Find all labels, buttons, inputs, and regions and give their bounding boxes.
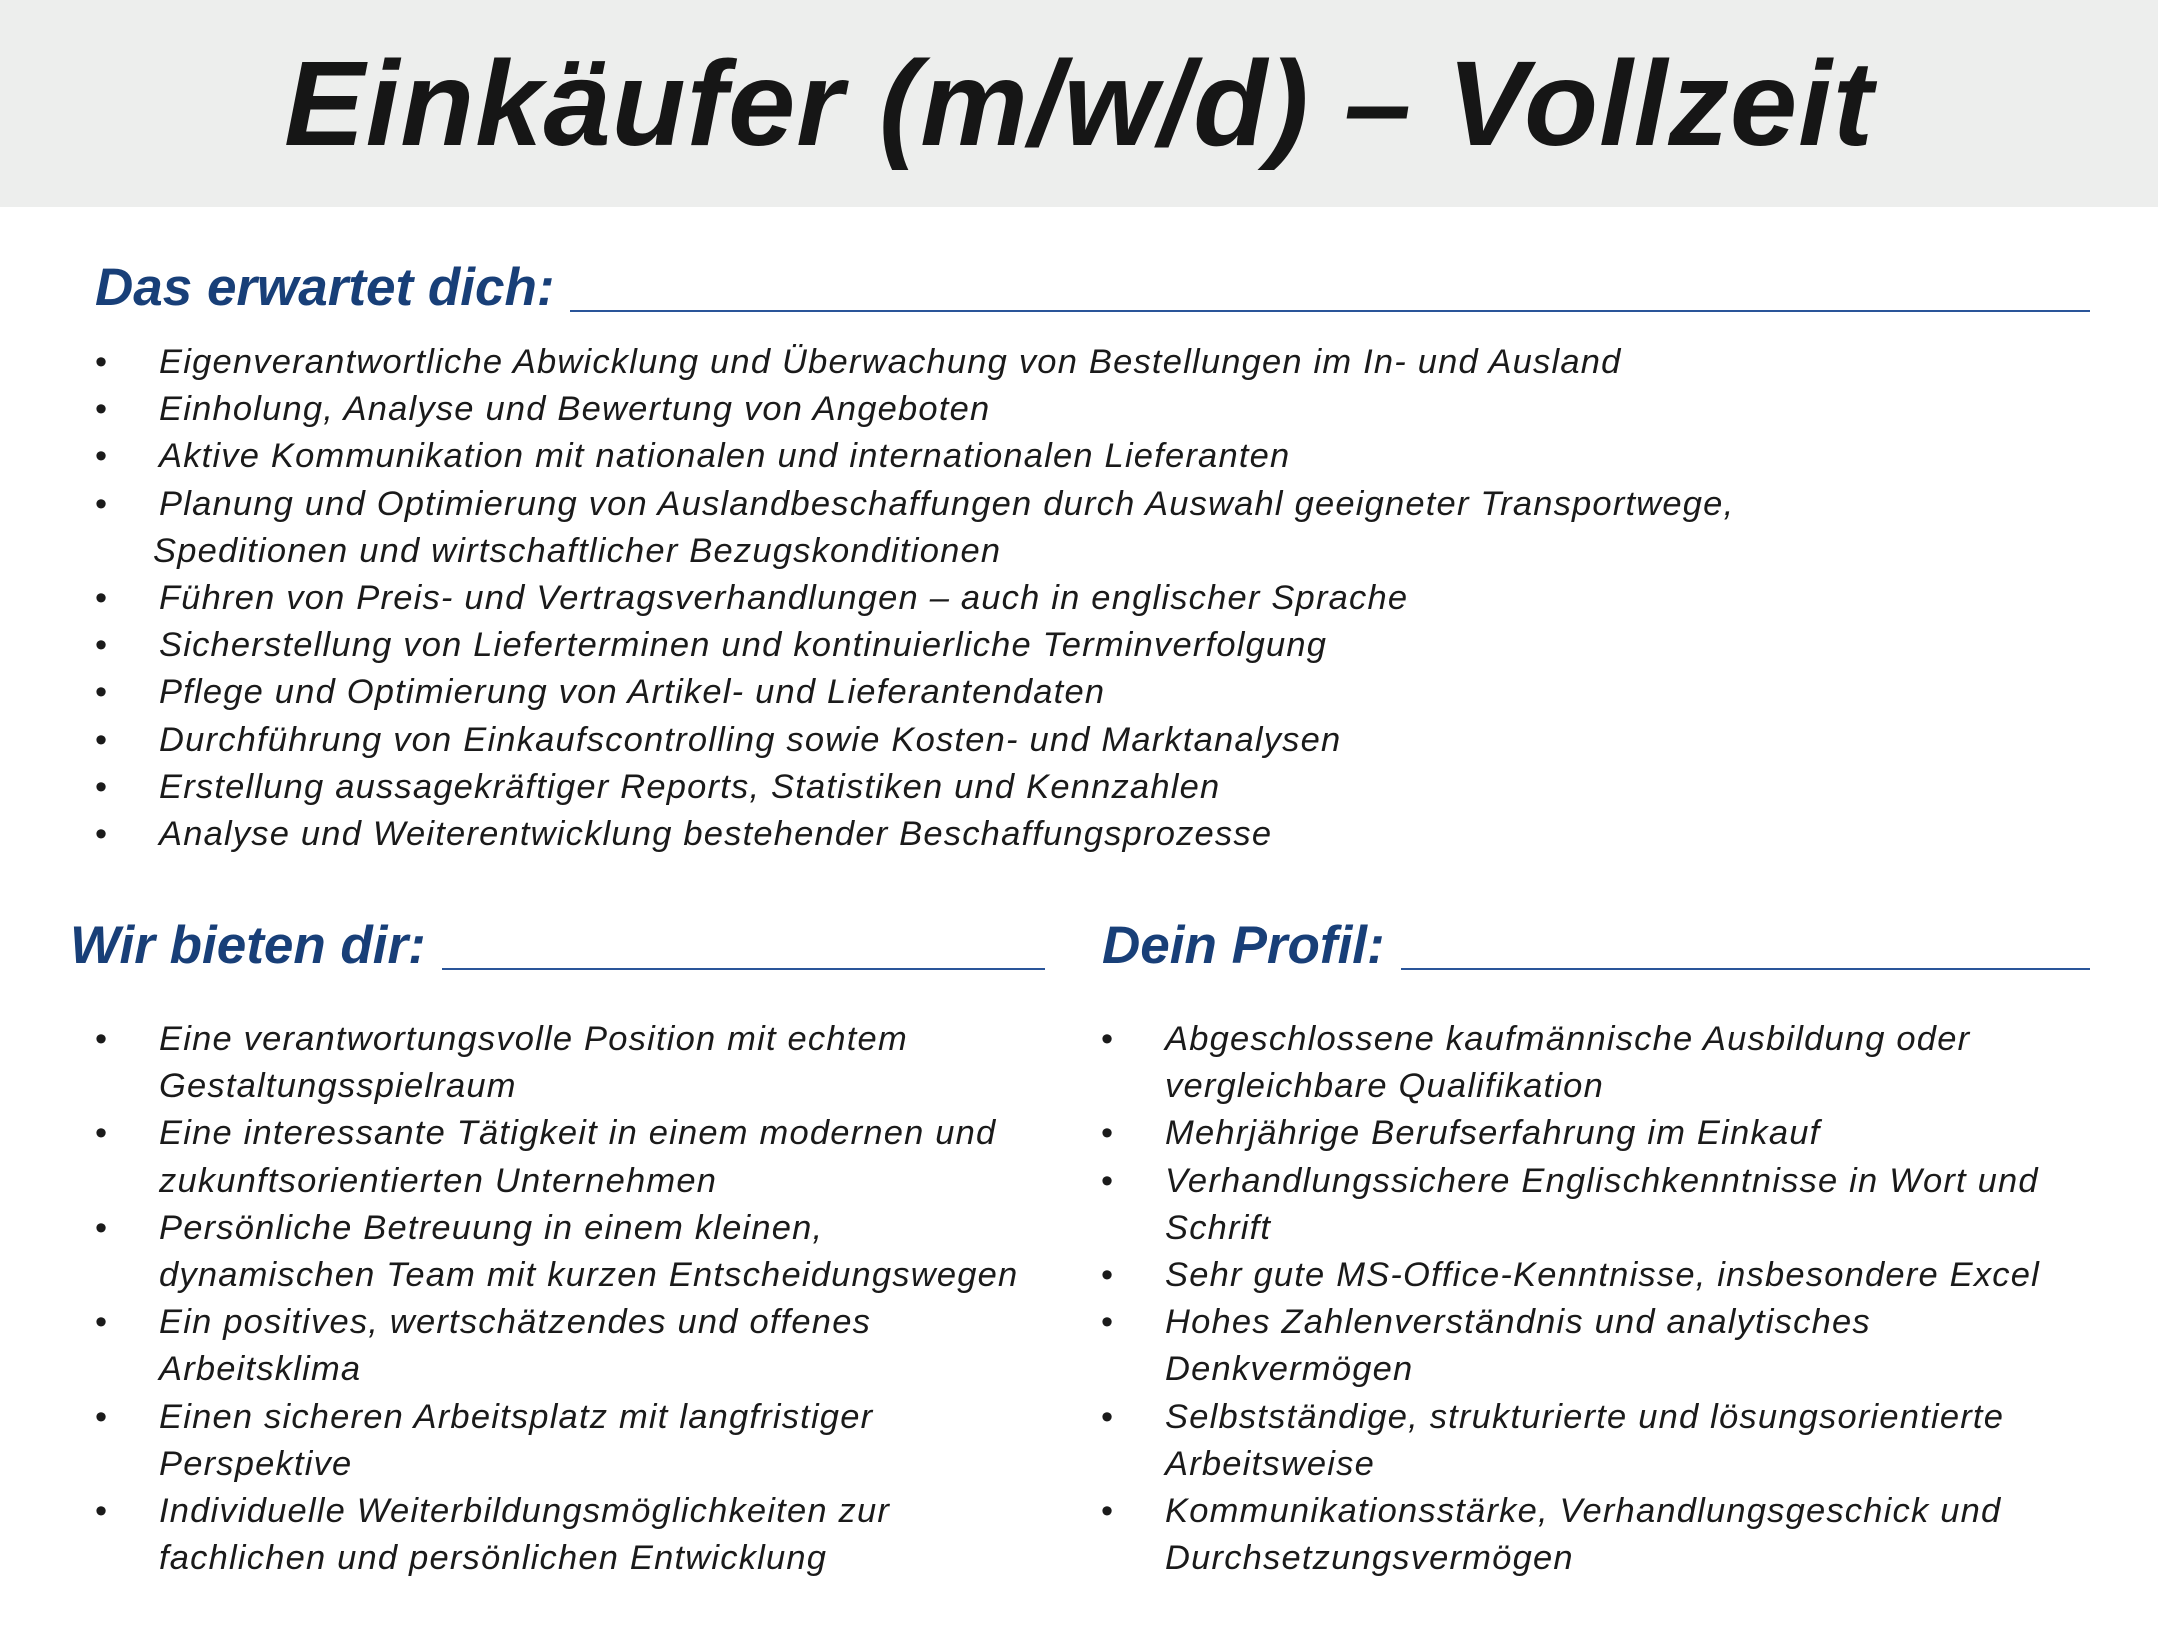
offer-heading-rule bbox=[442, 968, 1045, 970]
bullet-icon: • bbox=[1101, 1397, 1115, 1436]
profile-item-text: Mehrjährige Berufserfahrung im Einkauf bbox=[1165, 1114, 1821, 1153]
profile-item-text: Selbstständige, strukturierte und lösungsorientierte bbox=[1165, 1397, 2005, 1436]
profile-list-item bbox=[1101, 1158, 2101, 1252]
expect-item-text: Durchführung von Einkaufscontrolling sowie Kosten- und Marktanalysen bbox=[159, 720, 1342, 759]
expect-item-text: Planung und Optimierung von Auslandbeschaffungen durch Auswahl geeigneter Transportwege, bbox=[159, 484, 1735, 523]
expect-item-text: Speditionen und wirtschaftlicher Bezugskonditionen bbox=[153, 531, 1002, 570]
profile-heading-rule bbox=[1401, 968, 2090, 970]
bullet-icon: • bbox=[1101, 1114, 1115, 1153]
expect-list-item bbox=[95, 339, 2085, 386]
expect-heading-text: Das erwartet dich: bbox=[95, 258, 555, 317]
expect-list-item bbox=[95, 717, 2085, 764]
profile-item-text: Hohes Zahlenverständnis und analytisches bbox=[1165, 1303, 1871, 1342]
offer-item-text: Eine verantwortungsvolle Position mit echtem bbox=[159, 1020, 908, 1058]
expect-list-item bbox=[95, 575, 2085, 622]
bullet-icon: • bbox=[95, 390, 109, 429]
profile-list bbox=[1101, 1016, 2101, 1582]
offer-list-item bbox=[95, 1394, 1055, 1488]
expect-item-text: Sicherstellung von Lieferterminen und kontinuierliche Terminverfolgung bbox=[159, 626, 1328, 665]
expect-list-item bbox=[95, 386, 2085, 433]
offer-item-text: Ein positives, wertschätzendes und offenes bbox=[159, 1303, 872, 1342]
profile-list-item bbox=[1101, 1110, 2101, 1157]
expect-item-text: Eigenverantwortliche Abwicklung und Überwachung von Bestellungen im In- und Ausland bbox=[159, 343, 1622, 381]
bullet-icon: • bbox=[95, 767, 109, 806]
profile-item-text: Verhandlungssichere Englischkenntnisse in Wort und bbox=[1165, 1161, 2039, 1200]
offer-item-text: Gestaltungsspielraum bbox=[159, 1067, 517, 1106]
profile-item-text: vergleichbare Qualifikation bbox=[1165, 1067, 1604, 1106]
bullet-icon: • bbox=[95, 343, 109, 381]
expect-item-text: Erstellung aussagekräftiger Reports, Statistiken und Kennzahlen bbox=[159, 767, 1221, 806]
bullet-icon: • bbox=[1101, 1492, 1115, 1531]
bullet-icon: • bbox=[1101, 1303, 1115, 1342]
expect-item-text: Aktive Kommunikation mit nationalen und internationalen Lieferanten bbox=[159, 437, 1291, 476]
offer-list-item bbox=[95, 1016, 1055, 1110]
offer-item-text: Arbeitsklima bbox=[159, 1350, 362, 1389]
offer-item-text: Eine interessante Tätigkeit in einem modernen und bbox=[159, 1114, 997, 1153]
expect-list-item bbox=[95, 433, 2085, 480]
bullet-icon: • bbox=[95, 437, 109, 476]
page-title: Einkäufer (m/w/d) – Vollzeit bbox=[283, 35, 1875, 171]
expect-list-item bbox=[95, 764, 2085, 811]
expect-heading-rule bbox=[570, 310, 2090, 312]
expect-item-text: Einholung, Analyse und Bewertung von Angeboten bbox=[159, 390, 991, 429]
offer-item-text: dynamischen Team mit kurzen Entscheidungswegen bbox=[159, 1256, 1019, 1295]
expect-list-item bbox=[95, 622, 2085, 669]
profile-item-text: Abgeschlossene kaufmännische Ausbildung oder bbox=[1165, 1020, 1971, 1058]
expect-item-text: Pflege und Optimierung von Artikel- und Lieferantendaten bbox=[159, 673, 1106, 712]
offer-section-heading bbox=[70, 916, 1045, 975]
bullet-icon: • bbox=[95, 1114, 109, 1153]
profile-section-heading bbox=[1102, 916, 2090, 975]
expect-item-text: Analyse und Weiterentwicklung bestehender Beschaffungsprozesse bbox=[159, 815, 1273, 854]
profile-item-text: Durchsetzungsvermögen bbox=[1165, 1539, 1574, 1578]
offer-list-item bbox=[95, 1488, 1055, 1582]
bullet-icon: • bbox=[95, 1397, 109, 1436]
profile-list-item bbox=[1101, 1488, 2101, 1582]
bullet-icon: • bbox=[95, 1492, 109, 1531]
profile-item-text: Denkvermögen bbox=[1165, 1350, 1414, 1389]
expect-list-item bbox=[95, 811, 2085, 858]
profile-list-item bbox=[1101, 1016, 2101, 1110]
bullet-icon: • bbox=[95, 1303, 109, 1342]
expect-list-item bbox=[95, 481, 2085, 575]
profile-heading-text: Dein Profil: bbox=[1102, 916, 1385, 975]
expect-list bbox=[95, 339, 2085, 858]
profile-list-item bbox=[1101, 1252, 2101, 1299]
offer-item-text: Einen sicheren Arbeitsplatz mit langfristiger bbox=[159, 1397, 874, 1436]
bullet-icon: • bbox=[1101, 1020, 1115, 1058]
offer-list-item bbox=[95, 1205, 1055, 1299]
expect-section-heading bbox=[95, 258, 2090, 317]
bullet-icon: • bbox=[95, 579, 109, 618]
profile-list-item bbox=[1101, 1299, 2101, 1393]
bullet-icon: • bbox=[95, 626, 109, 665]
bullet-icon: • bbox=[95, 1020, 109, 1058]
offer-item-text: Individuelle Weiterbildungsmöglichkeiten zur bbox=[159, 1492, 891, 1531]
offer-item-text: fachlichen und persönlichen Entwicklung bbox=[159, 1539, 828, 1578]
expect-list-item bbox=[95, 669, 2085, 716]
offer-list bbox=[95, 1016, 1055, 1582]
profile-list-item bbox=[1101, 1394, 2101, 1488]
bullet-icon: • bbox=[95, 673, 109, 712]
profile-item-text: Schrift bbox=[1165, 1208, 1272, 1247]
bullet-icon: • bbox=[1101, 1161, 1115, 1200]
offer-item-text: Perspektive bbox=[159, 1444, 353, 1483]
bullet-icon: • bbox=[95, 720, 109, 759]
bullet-icon: • bbox=[95, 1208, 109, 1247]
profile-item-text: Arbeitsweise bbox=[1165, 1444, 1375, 1483]
offer-list-item bbox=[95, 1110, 1055, 1204]
offer-item-text: zukunftsorientierten Unternehmen bbox=[159, 1161, 718, 1200]
offer-heading-text: Wir bieten dir: bbox=[70, 916, 426, 975]
expect-item-text: Führen von Preis- und Vertragsverhandlungen – auch in englischer Sprache bbox=[159, 579, 1409, 618]
bullet-icon: • bbox=[95, 484, 109, 523]
offer-item-text: Persönliche Betreuung in einem kleinen, bbox=[159, 1208, 824, 1247]
profile-item-text: Kommunikationsstärke, Verhandlungsgeschick und bbox=[1165, 1492, 2002, 1531]
offer-list-item bbox=[95, 1299, 1055, 1393]
profile-item-text: Sehr gute MS-Office-Kenntnisse, insbesondere Excel bbox=[1165, 1256, 2040, 1295]
bullet-icon: • bbox=[95, 815, 109, 854]
bullet-icon: • bbox=[1101, 1256, 1115, 1295]
